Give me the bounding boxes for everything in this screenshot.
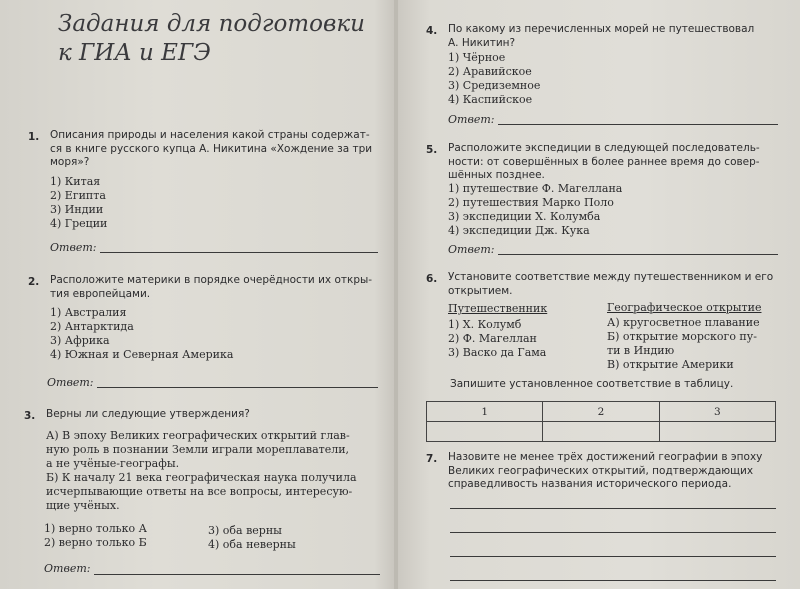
list-item: А) кругосветное плавание: [607, 316, 760, 329]
discoveries-list: [607, 316, 760, 372]
table-answer-cell[interactable]: [543, 422, 659, 442]
answer-line[interactable]: [450, 556, 776, 557]
column-header-travelers: Путешественник: [448, 302, 548, 315]
option: 2) Египта: [50, 189, 106, 202]
question-2-number: 2.: [28, 276, 40, 288]
list-item: 3) Васко да Гама: [448, 346, 547, 359]
list-item: 2) Ф. Магеллан: [448, 332, 537, 345]
option: 2) Антарктида: [50, 320, 134, 333]
question-3-options-col2: [208, 524, 296, 552]
table-header-cell: 3: [659, 402, 775, 422]
question-3-text: Верны ли следующие утверждения?: [46, 408, 250, 420]
answer-table: [426, 401, 776, 442]
list-item: В) открытие Америки: [607, 358, 734, 371]
travelers-list: [448, 318, 546, 360]
option: 1) Чёрное: [448, 51, 506, 64]
option: 3) Африка: [50, 334, 110, 347]
table-answer-cell[interactable]: [427, 422, 543, 442]
question-3-number: 3.: [24, 410, 36, 422]
table-answer-row: [427, 422, 776, 442]
option: 3) Средиземное: [448, 79, 541, 92]
question-5-number: 5.: [426, 144, 438, 156]
answer-line[interactable]: [498, 254, 778, 255]
answer-label: Ответ:: [47, 376, 94, 389]
answer-label: Ответ:: [448, 243, 495, 256]
option: 4) экспедиции Дж. Кука: [448, 224, 590, 237]
table-header-cell: 1: [427, 402, 543, 422]
option: 1) путешествие Ф. Магеллана: [448, 182, 623, 195]
question-2-options: [50, 306, 233, 362]
answer-line[interactable]: [100, 252, 378, 253]
answer-label: Ответ:: [50, 241, 97, 254]
question-6-number: 6.: [426, 273, 438, 285]
option: 4) Греции: [50, 217, 108, 230]
question-3-statements: А) В эпоху Великих географических открытий глав- ную роль в познании Земли играли мореплаватели, а не учёные-географы. Б) К началу 21 века географическая наука получила исчерпывающие ответы на все вопросы, интересую- щие учёных.: [46, 429, 357, 512]
question-4-options: [448, 51, 540, 107]
question-3-options-col1: [44, 522, 147, 550]
option: 3) оба верны: [208, 524, 282, 537]
question-2-text: Расположите материки в порядке очерёдности их откры- тия европейцами.: [50, 274, 373, 300]
option: 2) путешествия Марко Поло: [448, 196, 614, 209]
question-7-number: 7.: [426, 453, 438, 465]
question-6-text: Установите соответствие между путешественником и его открытием.: [448, 271, 774, 297]
answer-line[interactable]: [450, 580, 776, 581]
option: 3) экспедиции Х. Колумба: [448, 210, 601, 223]
question-1-text: Описания природы и населения какой страны содержат- ся в книге русского купца А. Никитина «Хождение за три моря»?: [50, 129, 373, 168]
option: 1) Австралия: [50, 306, 127, 319]
question-1-options: [50, 175, 107, 231]
question-5-text: Расположите экспедиции в следующей последователь- ности: от совершённых в более раннее время до совер- шённых позднее.: [448, 142, 760, 181]
option: 2) Аравийское: [448, 65, 532, 78]
column-header-discoveries: Географическое открытие: [607, 301, 762, 314]
option: 2) верно только Б: [44, 536, 147, 549]
answer-line[interactable]: [450, 532, 776, 533]
answer-label: Ответ:: [448, 113, 495, 126]
section-heading-line1: Задания для подготовки: [58, 11, 365, 37]
question-4-number: 4.: [426, 25, 438, 37]
question-5-options: [448, 182, 622, 238]
answer-line[interactable]: [97, 387, 378, 388]
table-header-row: [427, 402, 776, 422]
right-page: [398, 0, 800, 589]
option: 1) Китая: [50, 175, 101, 188]
answer-line[interactable]: [94, 574, 380, 575]
list-item: Б) открытие морского пу-: [607, 330, 757, 343]
answer-line[interactable]: [450, 508, 776, 509]
question-1-number: 1.: [28, 131, 40, 143]
list-item: ти в Индию: [607, 344, 675, 357]
question-4-text: По какому из перечисленных морей не путешествовал А. Никитин?: [448, 23, 755, 49]
section-heading-line2: к ГИА и ЕГЭ: [58, 40, 211, 66]
option: 4) Южная и Северная Америка: [50, 348, 234, 361]
table-answer-cell[interactable]: [659, 422, 775, 442]
option: 1) верно только А: [44, 522, 147, 535]
option: 3) Индии: [50, 203, 104, 216]
left-page: [0, 0, 394, 589]
answer-label: Ответ:: [44, 562, 91, 575]
option: 4) оба неверны: [208, 538, 296, 551]
table-header-cell: 2: [543, 402, 659, 422]
option: 4) Каспийское: [448, 93, 533, 106]
table-instruction: Запишите установленное соответствие в таблицу.: [450, 378, 734, 390]
answer-line[interactable]: [498, 124, 778, 125]
list-item: 1) Х. Колумб: [448, 318, 522, 331]
question-7-text: Назовите не менее трёх достижений географии в эпоху Великих географических открытий, подтверждающих справедливость названия исторического периода.: [448, 451, 763, 490]
